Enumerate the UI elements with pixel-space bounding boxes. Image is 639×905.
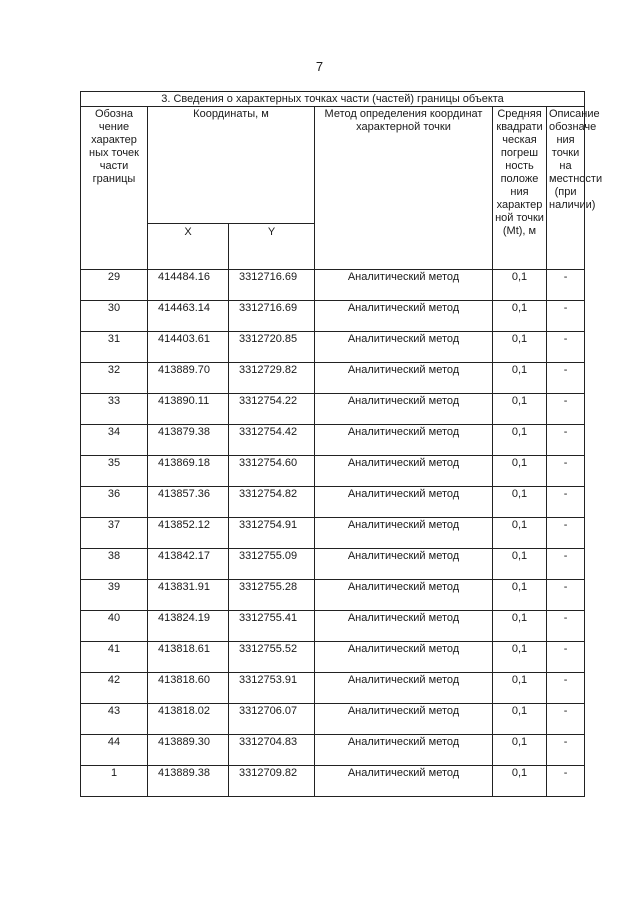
header-description: Описание обозначе ния точки на местности (при наличии) (547, 107, 585, 270)
coord-y: 3312716.69 (229, 301, 315, 332)
coord-y: 3312754.60 (229, 456, 315, 487)
point-number: 40 (81, 611, 148, 642)
point-number: 31 (81, 332, 148, 363)
accuracy-cell: 0,1 (493, 425, 547, 456)
coord-x: 413869.18 (148, 456, 229, 487)
accuracy-cell: 0,1 (493, 363, 547, 394)
method-cell: Аналитический метод (315, 363, 493, 394)
accuracy-cell: 0,1 (493, 487, 547, 518)
coord-y: 3312716.69 (229, 270, 315, 301)
coord-x: 413818.61 (148, 642, 229, 673)
point-number: 38 (81, 549, 148, 580)
coord-x: 414403.61 (148, 332, 229, 363)
coord-x: 413842.17 (148, 549, 229, 580)
coord-x: 413890.11 (148, 394, 229, 425)
table-row (81, 580, 585, 611)
method-cell: Аналитический метод (315, 456, 493, 487)
accuracy-cell: 0,1 (493, 611, 547, 642)
coord-y: 3312753.91 (229, 673, 315, 704)
coord-x: 413889.70 (148, 363, 229, 394)
coord-y: 3312704.83 (229, 735, 315, 766)
description-cell: - (547, 766, 585, 797)
point-number: 35 (81, 456, 148, 487)
point-number: 41 (81, 642, 148, 673)
accuracy-cell: 0,1 (493, 673, 547, 704)
method-cell: Аналитический метод (315, 611, 493, 642)
description-cell: - (547, 425, 585, 456)
point-number: 34 (81, 425, 148, 456)
method-cell: Аналитический метод (315, 735, 493, 766)
point-number: 43 (81, 704, 148, 735)
accuracy-cell: 0,1 (493, 270, 547, 301)
method-cell: Аналитический метод (315, 487, 493, 518)
coord-y: 3312754.82 (229, 487, 315, 518)
point-number: 1 (81, 766, 148, 797)
method-cell: Аналитический метод (315, 580, 493, 611)
header-point-designation: Обозна чение характер ных точек части границы (81, 107, 148, 270)
table-row (81, 456, 585, 487)
coord-y: 3312754.22 (229, 394, 315, 425)
accuracy-cell: 0,1 (493, 735, 547, 766)
accuracy-cell: 0,1 (493, 332, 547, 363)
description-cell: - (547, 456, 585, 487)
coord-y: 3312706.07 (229, 704, 315, 735)
table-row (81, 270, 585, 301)
coord-x: 413818.02 (148, 704, 229, 735)
coord-x: 413852.12 (148, 518, 229, 549)
description-cell: - (547, 270, 585, 301)
table-row (81, 332, 585, 363)
point-number: 33 (81, 394, 148, 425)
accuracy-cell: 0,1 (493, 704, 547, 735)
coord-x: 413889.38 (148, 766, 229, 797)
method-cell: Аналитический метод (315, 673, 493, 704)
header-accuracy: Средняя квадрати ческая погреш ность положе ния характер ной точки (Mt), м (493, 107, 547, 270)
accuracy-cell: 0,1 (493, 518, 547, 549)
page-number: 7 (315, 59, 324, 74)
table-row (81, 735, 585, 766)
coord-y: 3312755.28 (229, 580, 315, 611)
coord-x: 413857.36 (148, 487, 229, 518)
table-row (81, 766, 585, 797)
method-cell: Аналитический метод (315, 518, 493, 549)
coord-x: 413818.60 (148, 673, 229, 704)
description-cell: - (547, 673, 585, 704)
description-cell: - (547, 704, 585, 735)
header-coordinates: Координаты, м (148, 107, 315, 224)
point-number: 29 (81, 270, 148, 301)
header-method: Метод определения координат характерной точки (315, 107, 493, 270)
characteristic-points-table (80, 91, 603, 797)
coord-y: 3312729.82 (229, 363, 315, 394)
table-row (81, 394, 585, 425)
description-cell: - (547, 487, 585, 518)
coord-x: 414484.16 (148, 270, 229, 301)
accuracy-cell: 0,1 (493, 301, 547, 332)
coord-x: 413879.38 (148, 425, 229, 456)
accuracy-cell: 0,1 (493, 580, 547, 611)
coord-y: 3312709.82 (229, 766, 315, 797)
point-number: 42 (81, 673, 148, 704)
method-cell: Аналитический метод (315, 766, 493, 797)
coord-y: 3312755.52 (229, 642, 315, 673)
description-cell: - (547, 394, 585, 425)
coord-x: 414463.14 (148, 301, 229, 332)
method-cell: Аналитический метод (315, 425, 493, 456)
description-cell: - (547, 518, 585, 549)
method-cell: Аналитический метод (315, 332, 493, 363)
accuracy-cell: 0,1 (493, 456, 547, 487)
description-cell: - (547, 611, 585, 642)
point-number: 32 (81, 363, 148, 394)
table-row (81, 704, 585, 735)
description-cell: - (547, 363, 585, 394)
table-row (81, 363, 585, 394)
table-row (81, 487, 585, 518)
description-cell: - (547, 735, 585, 766)
table-row (81, 301, 585, 332)
description-cell: - (547, 332, 585, 363)
coord-x: 413824.19 (148, 611, 229, 642)
description-cell: - (547, 549, 585, 580)
header-x: X (148, 224, 229, 270)
method-cell: Аналитический метод (315, 301, 493, 332)
description-cell: - (547, 301, 585, 332)
table-row (81, 673, 585, 704)
point-number: 39 (81, 580, 148, 611)
table-row (81, 549, 585, 580)
table-row (81, 518, 585, 549)
method-cell: Аналитический метод (315, 704, 493, 735)
accuracy-cell: 0,1 (493, 549, 547, 580)
method-cell: Аналитический метод (315, 270, 493, 301)
accuracy-cell: 0,1 (493, 766, 547, 797)
point-number: 44 (81, 735, 148, 766)
table-row (81, 425, 585, 456)
table-body (81, 270, 585, 797)
coord-y: 3312754.91 (229, 518, 315, 549)
point-number: 36 (81, 487, 148, 518)
point-number: 30 (81, 301, 148, 332)
point-number: 37 (81, 518, 148, 549)
method-cell: Аналитический метод (315, 394, 493, 425)
description-cell: - (547, 642, 585, 673)
accuracy-cell: 0,1 (493, 394, 547, 425)
coord-y: 3312720.85 (229, 332, 315, 363)
coord-y: 3312755.09 (229, 549, 315, 580)
table-row (81, 642, 585, 673)
coord-x: 413831.91 (148, 580, 229, 611)
section-title: 3. Сведения о характерных точках части (частей) границы объекта (81, 92, 585, 107)
table-row (81, 611, 585, 642)
description-cell: - (547, 580, 585, 611)
method-cell: Аналитический метод (315, 642, 493, 673)
header-y: Y (229, 224, 315, 270)
coord-y: 3312755.41 (229, 611, 315, 642)
coord-y: 3312754.42 (229, 425, 315, 456)
method-cell: Аналитический метод (315, 549, 493, 580)
coord-x: 413889.30 (148, 735, 229, 766)
accuracy-cell: 0,1 (493, 642, 547, 673)
